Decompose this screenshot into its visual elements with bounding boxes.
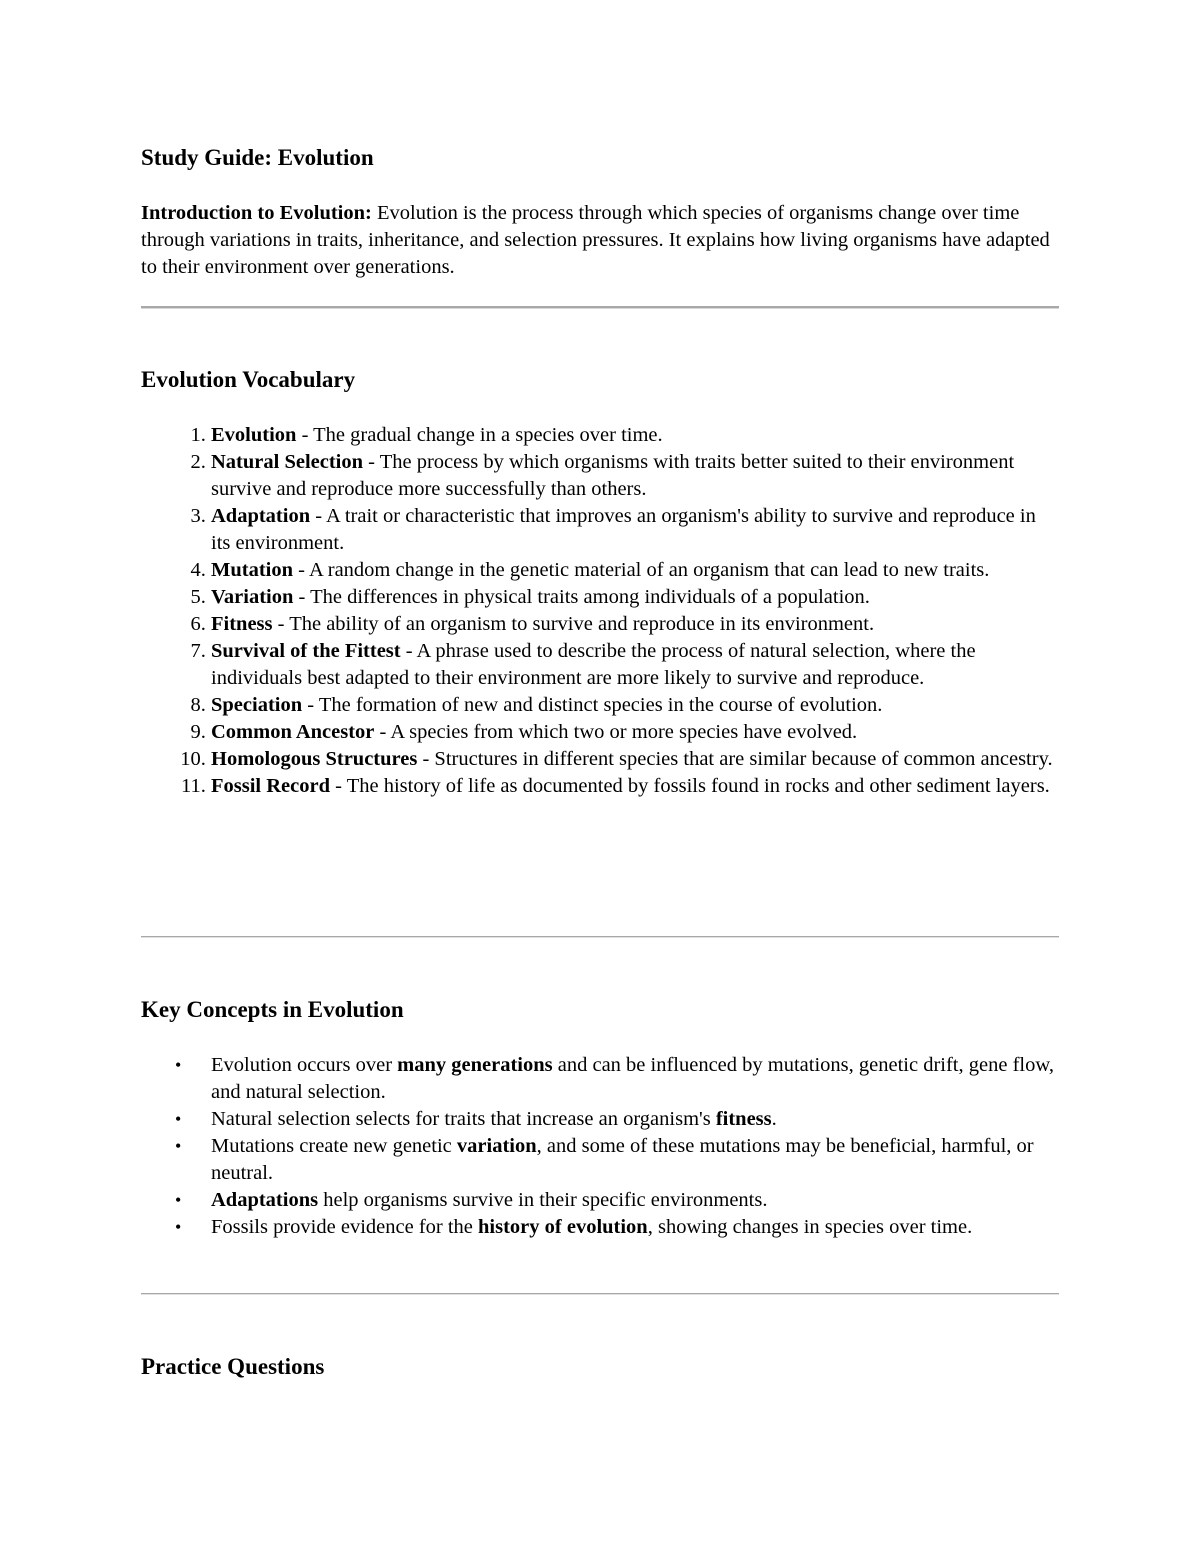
list-item: 9. Common Ancestor - A species from which two or more species have evolved. xyxy=(211,719,1059,746)
bullet-icon: • xyxy=(175,1055,182,1075)
list-item: • Natural selection selects for traits that increase an organism's fitness. xyxy=(211,1106,1059,1133)
practice-heading: Practice Questions xyxy=(141,1354,325,1379)
bullet-icon: • xyxy=(175,1136,182,1156)
section-divider-3 xyxy=(141,1293,1059,1295)
bullet-icon: • xyxy=(175,1190,182,1210)
list-item: • Evolution occurs over many generations and can be influenced by mutations, genetic drift, gene flow, and natural selection. xyxy=(175,1054,1054,1103)
list-item: 3. Adaptation - A trait or characteristic that improves an organism's ability to survive and reproduce in its environment. xyxy=(211,503,1059,557)
document-title: Study Guide: Evolution xyxy=(141,145,374,170)
list-item: 8. Speciation - The formation of new and distinct species in the course of evolution. xyxy=(211,692,1059,719)
concepts-heading: Key Concepts in Evolution xyxy=(141,997,404,1022)
list-item: 10. Homologous Structures - Structures in different species that are similar because of common ancestry. xyxy=(211,746,1059,773)
list-item: • Mutations create new genetic variation, and some of these mutations may be beneficial, harmful, or neutral. xyxy=(175,1135,1034,1184)
bullet-icon: • xyxy=(175,1217,182,1237)
section-divider-2 xyxy=(141,936,1059,938)
list-item: • Adaptations help organisms survive in their specific environments. xyxy=(211,1187,1059,1214)
intro-paragraph xyxy=(141,200,1059,281)
vocabulary-heading: Evolution Vocabulary xyxy=(141,367,356,392)
concepts-list xyxy=(141,1052,1059,1241)
intro-text: Evolution is the process through which species of organisms change over time through variations in traits, inheritance, and selection pressures. It explains how living organisms have adapted to their environment over generations. xyxy=(141,202,1050,278)
section-divider-1 xyxy=(141,306,1059,309)
list-item: 2. Natural Selection - The process by which organisms with traits better suited to their environment survive and reproduce more successfully than others. xyxy=(211,449,1059,503)
intro-label: Introduction to Evolution: xyxy=(141,202,372,224)
vocabulary-list xyxy=(141,422,1059,800)
list-item: 6. Fitness - The ability of an organism to survive and reproduce in its environment. xyxy=(211,611,1059,638)
list-item: 1. Evolution - The gradual change in a species over time. xyxy=(211,422,1059,449)
list-item: • Fossils provide evidence for the history of evolution, showing changes in species over time. xyxy=(211,1214,1059,1241)
list-item: 7. Survival of the Fittest - A phrase used to describe the process of natural selection, where the individuals best adapted to their environment are more likely to survive and reproduce. xyxy=(211,638,1059,692)
list-item: 5. Variation - The differences in physical traits among individuals of a population. xyxy=(211,584,1059,611)
bullet-icon: • xyxy=(175,1109,182,1129)
list-item: 4. Mutation - A random change in the genetic material of an organism that can lead to new traits. xyxy=(211,557,1059,584)
list-item: 11. Fossil Record - The history of life as documented by fossils found in rocks and other sediment layers. xyxy=(211,773,1059,800)
